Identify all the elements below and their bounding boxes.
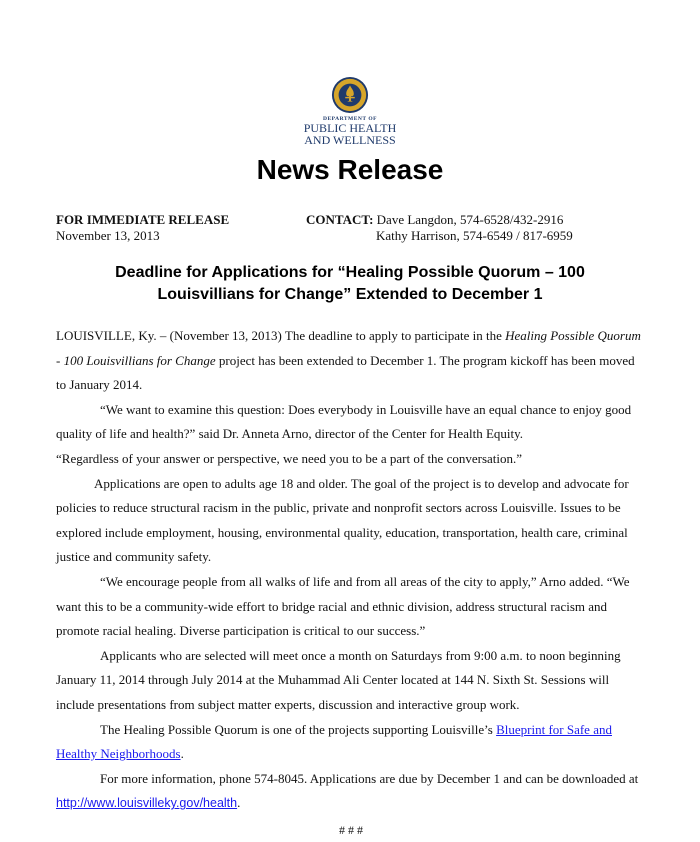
article-body: [56, 324, 646, 842]
p6-text: The Healing Possible Quorum is one of the projects supporting Louisville’s: [100, 721, 497, 737]
release-date: November 13, 2013: [56, 228, 160, 243]
paragraph-1: [56, 324, 646, 398]
paragraph-2: “We want to examine this question: Does everybody in Louisville have an equal chance to enjoy good quality of life and health?” said Dr. Anneta Arno, director of the Center for Health Equity.: [56, 401, 632, 442]
p1-text-b: project has been extended to December 1. The program kickoff has been moved to January 2014.: [56, 352, 635, 393]
department-logo: [0, 76, 700, 146]
city-seal-icon: [331, 76, 369, 114]
release-info: [56, 212, 229, 244]
contact-label: CONTACT:: [306, 212, 374, 227]
contact-1: Dave Langdon, 574-6528/432-2916: [373, 212, 564, 227]
paragraph-6: [56, 718, 646, 767]
contact-2: Kathy Harrison, 574-6549 / 817-6959: [376, 228, 573, 243]
release-label: FOR IMMEDIATE RELEASE: [56, 212, 230, 227]
paragraph-3: Applications are open to adults age 18 and older. The goal of the project is to develop and advocate for policies to reduce structural racism in the public, private and nonprofit sectors across Louisville. Issues to be explored include employment, housing, environmental quality, education, transportation, health care, criminal justice and community safety.: [56, 475, 629, 565]
headline: [40, 262, 660, 306]
project-name-italic: Healing Possible Quorum - 100 Louisvillians for Change: [56, 328, 641, 368]
contact-info: [306, 212, 573, 244]
paragraph-5: Applicants who are selected will meet once a month on Saturdays from 9:00 a.m. to noon beginning January 11, 2014 through July 2014 at the Muhammad Ali Center located at 144 N. Sixth St. Sessions will include presentations from subject matter experts, discussion and interactive group work.: [56, 647, 621, 712]
paragraph-2b: “Regardless of your answer or perspective, we need you to be a part of the conversation.”: [56, 450, 523, 466]
dept-name-line2: AND WELLNESS: [304, 133, 396, 147]
p7-period: .: [237, 795, 241, 811]
end-mark: # # #: [339, 822, 363, 837]
page-title: News Release: [256, 154, 444, 185]
health-website-link[interactable]: http://www.louisvilleky.gov/health: [56, 796, 238, 811]
dept-name-line1: PUBLIC HEALTH: [303, 121, 397, 135]
dept-label-small: DEPARTMENT OF: [323, 116, 377, 122]
headline-line-1: Deadline for Applications for “Healing Possible Quorum – 100: [115, 264, 585, 281]
p1-text-a: LOUISVILLE, Ky. – (November 13, 2013) The deadline to apply to participate in the: [56, 328, 506, 343]
p7-text: For more information, phone 574-8045. Applications are due by December 1 and can be downloaded at: [100, 770, 639, 786]
p6-period: .: [180, 746, 184, 762]
paragraph-4: “We encourage people from all walks of life and from all areas of the city to apply,” Arno added. “We want this to be a community-wide effort to bridge racial and ethnic division, address structural racism and promote racial healing. Diverse participation is critical to our success.”: [56, 573, 630, 639]
blueprint-link[interactable]: Blueprint for Safe and Healthy Neighborhoods: [56, 721, 612, 762]
paragraph-7: [56, 767, 646, 816]
headline-line-2: Louisvillians for Change” Extended to December 1: [157, 286, 543, 303]
